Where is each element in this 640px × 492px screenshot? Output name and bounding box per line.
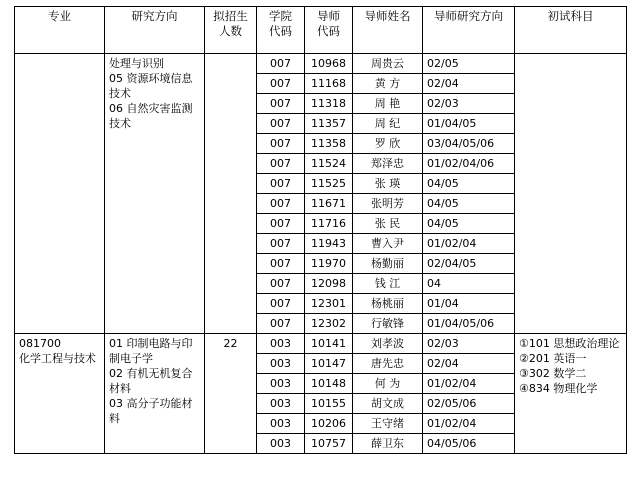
- cell-advisor-research-field: 04/05: [423, 174, 515, 194]
- direction-line: 料: [109, 412, 120, 425]
- table-body: [15, 54, 627, 454]
- cell-college-code: 003: [257, 354, 305, 374]
- cell-advisor-name: 张 民: [353, 214, 423, 234]
- col-header-advisor-code-line1: 导师: [317, 9, 340, 23]
- cell-advisor-name: 张明芳: [353, 194, 423, 214]
- cell-advisor-name: 胡文成: [353, 394, 423, 414]
- cell-college-code: 007: [257, 314, 305, 334]
- direction-line: 05 资源环境信息: [109, 72, 193, 85]
- cell-advisor-code: 12098: [305, 274, 353, 294]
- cell-college-code: 003: [257, 434, 305, 454]
- cell-advisor-code: 10155: [305, 394, 353, 414]
- cell-college-code: 007: [257, 174, 305, 194]
- cell-college-code: 007: [257, 134, 305, 154]
- col-header-major: [15, 7, 105, 54]
- table-row: [15, 54, 627, 74]
- cell-college-code: 003: [257, 374, 305, 394]
- cell-advisor-code: 11168: [305, 74, 353, 94]
- cell-college-code: 007: [257, 194, 305, 214]
- table-header: [15, 7, 627, 54]
- col-header-planned-quota: [205, 7, 257, 54]
- cell-advisor-research-field: 01/04: [423, 294, 515, 314]
- col-header-advisor-research-field-line1: 导师研究方向: [434, 9, 503, 23]
- cell-advisor-name: 杨桃丽: [353, 294, 423, 314]
- cell-college-code: 007: [257, 234, 305, 254]
- cell-advisor-research-field: 04/05: [423, 214, 515, 234]
- direction-line: 处理与识别: [109, 57, 164, 70]
- cell-advisor-research-field: 03/04/05/06: [423, 134, 515, 154]
- col-header-advisor-code-line2: 代码: [317, 24, 340, 38]
- cell-advisor-research-field: 01/04/05: [423, 114, 515, 134]
- cell-advisor-research-field: 02/04/05: [423, 254, 515, 274]
- table-row: [15, 334, 627, 354]
- cell-college-code: 007: [257, 114, 305, 134]
- col-header-college-code: [257, 7, 305, 54]
- cell-advisor-research-field: 02/05: [423, 54, 515, 74]
- direction-line: 技术: [109, 117, 131, 130]
- cell-advisor-code: 11524: [305, 154, 353, 174]
- cell-college-code: 007: [257, 154, 305, 174]
- col-header-research-direction-line1: 研究方向: [131, 9, 178, 23]
- cell-advisor-code: 12302: [305, 314, 353, 334]
- cell-advisor-research-field: 01/02/04/06: [423, 154, 515, 174]
- exam-line: ③302 数学二: [519, 367, 587, 380]
- col-header-college-code-line1: 学院: [269, 9, 292, 23]
- cell-advisor-name: 罗 欣: [353, 134, 423, 154]
- col-header-advisor-research-field: [423, 7, 515, 54]
- cell-college-code: 007: [257, 274, 305, 294]
- col-header-planned-quota-line1: 拟招生: [213, 9, 248, 23]
- cell-advisor-research-field: 02/03: [423, 94, 515, 114]
- col-header-major-line1: 专业: [48, 9, 71, 23]
- col-header-advisor-name-line1: 导师姓名: [364, 9, 411, 23]
- cell-major-group1: [15, 54, 105, 334]
- cell-major-group2: [15, 334, 105, 454]
- cell-advisor-name: 何 为: [353, 374, 423, 394]
- exam-line: ④834 物理化学: [519, 382, 598, 395]
- cell-advisor-research-field: 04/05/06: [423, 434, 515, 454]
- direction-line: 制电子学: [109, 352, 153, 365]
- cell-advisor-code: 11358: [305, 134, 353, 154]
- cell-advisor-research-field: 02/04: [423, 74, 515, 94]
- cell-college-code: 007: [257, 94, 305, 114]
- cell-advisor-name: 周 纪: [353, 114, 423, 134]
- col-header-advisor-name: [353, 7, 423, 54]
- cell-advisor-code: 12301: [305, 294, 353, 314]
- cell-advisor-name: 刘孝波: [353, 334, 423, 354]
- cell-research-direction-group1: [105, 54, 205, 334]
- cell-advisor-code: 11943: [305, 234, 353, 254]
- cell-advisor-name: 张 瑛: [353, 174, 423, 194]
- cell-planned-quota-group2: 22: [205, 334, 257, 454]
- direction-line: 06 自然灾害监测: [109, 102, 193, 115]
- major-line: 081700: [19, 337, 61, 350]
- cell-advisor-research-field: 02/05/06: [423, 394, 515, 414]
- cell-college-code: 007: [257, 294, 305, 314]
- cell-college-code: 007: [257, 54, 305, 74]
- cell-advisor-code: 10147: [305, 354, 353, 374]
- cell-advisor-name: 周 艳: [353, 94, 423, 114]
- cell-advisor-code: 10206: [305, 414, 353, 434]
- cell-advisor-code: 10141: [305, 334, 353, 354]
- cell-advisor-name: 唐先忠: [353, 354, 423, 374]
- header-row: [15, 7, 627, 54]
- cell-advisor-name: 郑泽忠: [353, 154, 423, 174]
- col-header-planned-quota-line2: 人数: [219, 24, 242, 38]
- col-header-college-code-line2: 代码: [269, 24, 292, 38]
- cell-college-code: 007: [257, 214, 305, 234]
- cell-planned-quota-group1: [205, 54, 257, 334]
- cell-college-code: 003: [257, 414, 305, 434]
- col-header-advisor-code: [305, 7, 353, 54]
- cell-advisor-code: 11318: [305, 94, 353, 114]
- cell-advisor-name: 行敏锋: [353, 314, 423, 334]
- cell-college-code: 003: [257, 394, 305, 414]
- cell-advisor-code: 11525: [305, 174, 353, 194]
- cell-college-code: 007: [257, 74, 305, 94]
- cell-advisor-code: 11671: [305, 194, 353, 214]
- cell-advisor-name: 周贵云: [353, 54, 423, 74]
- cell-advisor-research-field: 01/02/04: [423, 234, 515, 254]
- cell-advisor-name: 黄 方: [353, 74, 423, 94]
- cell-advisor-name: 王守绪: [353, 414, 423, 434]
- cell-advisor-research-field: 01/04/05/06: [423, 314, 515, 334]
- col-header-research-direction: [105, 7, 205, 54]
- direction-line: 01 印制电路与印: [109, 337, 193, 350]
- major-line: 化学工程与技术: [19, 352, 96, 365]
- cell-advisor-code: 11716: [305, 214, 353, 234]
- direction-line: 材料: [109, 382, 131, 395]
- cell-advisor-code: 10968: [305, 54, 353, 74]
- cell-exam-subjects-group1: [515, 54, 627, 334]
- cell-advisor-research-field: 02/03: [423, 334, 515, 354]
- cell-advisor-code: 11970: [305, 254, 353, 274]
- cell-advisor-name: 杨勤丽: [353, 254, 423, 274]
- cell-advisor-code: 11357: [305, 114, 353, 134]
- cell-advisor-research-field: 01/02/04: [423, 414, 515, 434]
- cell-exam-subjects-group2: [515, 334, 627, 454]
- cell-advisor-research-field: 01/02/04: [423, 374, 515, 394]
- cell-advisor-name: 曹入尹: [353, 234, 423, 254]
- cell-advisor-name: 薛卫东: [353, 434, 423, 454]
- direction-line: 02 有机无机复合: [109, 367, 193, 380]
- cell-advisor-research-field: 02/04: [423, 354, 515, 374]
- exam-line: ②201 英语一: [519, 352, 587, 365]
- admissions-table: [14, 6, 627, 454]
- cell-advisor-name: 钱 江: [353, 274, 423, 294]
- col-header-exam-subjects-line1: 初试科目: [547, 9, 594, 23]
- cell-college-code: 003: [257, 334, 305, 354]
- exam-line: ①101 思想政治理论: [519, 337, 620, 350]
- cell-advisor-research-field: 04/05: [423, 194, 515, 214]
- cell-advisor-code: 10757: [305, 434, 353, 454]
- cell-advisor-research-field: 04: [423, 274, 515, 294]
- col-header-exam-subjects: [515, 7, 627, 54]
- direction-line: 技术: [109, 87, 131, 100]
- cell-advisor-code: 10148: [305, 374, 353, 394]
- direction-line: 03 高分子功能材: [109, 397, 193, 410]
- cell-college-code: 007: [257, 254, 305, 274]
- cell-research-direction-group2: [105, 334, 205, 454]
